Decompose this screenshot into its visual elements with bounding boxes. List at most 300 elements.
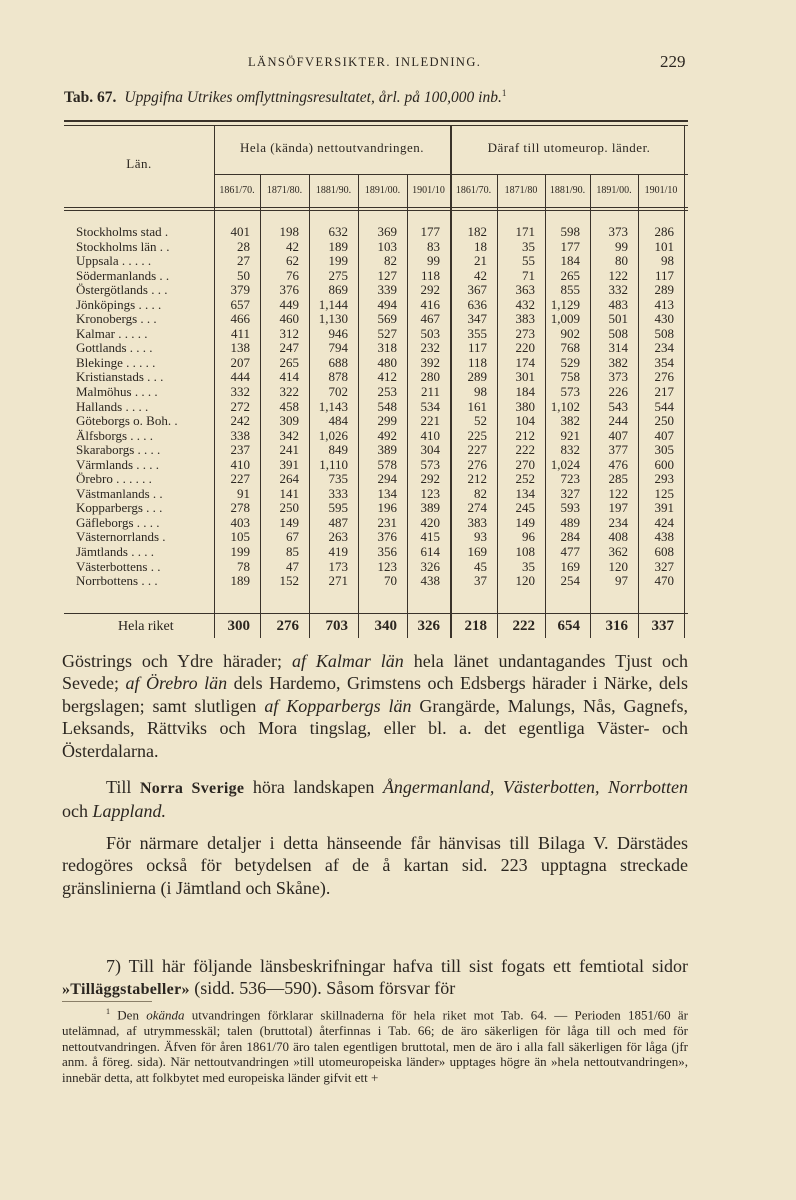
cell-value: 403 [230,514,250,530]
cell-value: 250 [654,413,674,429]
cell-value: 1,110 [319,456,348,472]
cell-value: 245 [515,500,535,516]
cell-value: 80 [615,253,628,269]
table-row [64,297,688,312]
cell-value: 735 [328,471,348,487]
cell-value: 122 [608,485,628,501]
table-row [64,253,688,268]
cell-value: 118 [467,354,487,370]
cell-value: 134 [377,485,397,501]
cell-value: 322 [279,384,299,400]
cell-value: 407 [654,427,674,443]
cell-value: 768 [560,340,580,356]
cell-value: 373 [608,224,628,239]
cell-value: 878 [328,369,348,385]
group-header-extra-european: Däraf till utomeurop. länder. [487,140,651,155]
paragraph-2 [62,776,688,823]
cell-value: 304 [420,442,440,458]
cell-value: 636 [467,296,487,312]
cell-value: 221 [420,413,440,429]
cell-value: 275 [328,267,348,283]
cell-value: 52 [474,413,487,429]
cell-value: 271 [328,573,348,589]
cell-value: 78 [237,558,250,574]
cell-value: 444 [230,369,250,385]
cell-value: 379 [230,282,250,298]
cell-value: 869 [328,282,348,298]
table-row [64,471,688,486]
cell-value: 318 [377,340,397,356]
row-lan-label: Gottlands . . . . [76,340,153,356]
table-row [64,544,688,559]
cell-value: 98 [474,384,487,400]
p4-text-a: 7) Till här följande länsbeskrifningar hafva till sist fogats ett femtiotal sidor [106,956,688,976]
cell-value: 543 [608,398,628,414]
cell-value: 1,144 [318,296,348,312]
table-row [64,486,688,501]
column-rule [309,174,310,638]
cell-value: 467 [420,311,440,327]
cell-value: 527 [377,325,397,341]
table-label: Tab. 67. [64,89,117,107]
row-lan-label: Värmlands . . . . [76,456,160,472]
table-row [64,500,688,515]
cell-value: 276 [654,369,674,385]
p1-text-g: Grangärde, Malungs, Nås, Gagnefs, Leksands, Rättviks och Mora tingslag, eller bl. a. det egentliga Väster- och Österdalarna. [62,695,689,761]
cell-value: 373 [608,369,628,385]
cell-value: 438 [420,573,440,589]
table-row [64,369,688,384]
column-rule [590,174,591,638]
p2-italic-lappland: Lappland. [92,801,167,822]
cell-value: 189 [328,238,348,254]
table-total-row [64,618,688,638]
cell-value: 177 [420,224,440,239]
cell-value: 276 [467,456,487,472]
cell-value: 573 [420,456,440,472]
footnote-mark: 1 [106,1007,110,1016]
cell-value: 477 [560,544,580,560]
cell-value: 391 [654,500,674,516]
cell-value: 342 [279,427,299,443]
row-lan-label: Västmanlands . . [76,485,163,501]
table-row [64,224,688,239]
year-header: 1871/80 [504,185,538,196]
row-lan-label: Örebro . . . . . . [76,471,152,487]
cell-value: 415 [420,529,440,545]
cell-value: 67 [286,529,299,545]
cell-value: 416 [420,296,440,312]
cell-value: 383 [515,311,535,327]
cell-value: 55 [522,253,535,269]
cell-value: 855 [560,282,580,298]
row-lan-label: Hallands . . . . [76,398,149,414]
cell-value: 127 [377,267,397,283]
cell-value: 407 [608,427,628,443]
cell-value: 189 [230,573,250,589]
cell-value: 263 [328,529,348,545]
cell-value: 408 [608,529,628,545]
cell-value: 70 [384,573,397,589]
cell-value: 85 [286,544,299,560]
cell-value: 35 [522,238,535,254]
paragraph-3 [62,832,688,899]
column-header-lan: Län. [126,156,152,171]
cell-value: 489 [560,514,580,530]
migration-table [64,118,688,643]
cell-value: 362 [608,544,628,560]
cell-value: 354 [654,354,674,370]
cell-value: 182 [467,224,487,239]
cell-value: 247 [279,340,299,356]
cell-value: 470 [654,573,674,589]
cell-value: 103 [377,238,397,254]
row-lan-label: Älfsborgs . . . . [76,427,154,443]
cell-value: 1,129 [550,296,580,312]
cell-value: 173 [328,558,348,574]
total-value: 218 [464,618,487,634]
cell-value: 332 [608,282,628,298]
cell-value: 299 [377,413,397,429]
cell-value: 1,026 [318,427,348,443]
cell-value: 419 [328,544,348,560]
p1-italic-kopparberg: af Kopparbergs län [264,695,412,716]
row-lan-label: Kopparbergs . . . [76,500,163,516]
cell-value: 476 [608,456,628,472]
cell-value: 138 [230,340,250,356]
cell-value: 466 [230,311,250,327]
p2-norra-sverige: Norra Sverige [139,780,245,797]
column-rule [450,125,452,638]
cell-value: 438 [654,529,674,545]
cell-value: 37 [474,573,487,589]
group-header-total: Hela (kända) nettoutvandringen. [239,140,425,155]
cell-value: 27 [237,253,250,269]
table-title: Uppgifna Utrikes omflyttningsresultatet, årl. på 100,000 inb. [124,89,502,107]
cell-value: 294 [377,471,397,487]
cell-value: 120 [608,558,628,574]
cell-value: 412 [377,369,397,385]
cell-value: 389 [420,500,440,516]
cell-value: 120 [515,573,535,589]
cell-value: 411 [230,325,250,341]
cell-value: 503 [420,325,440,341]
cell-value: 688 [328,354,348,370]
cell-value: 280 [420,369,440,385]
cell-value: 391 [279,456,299,472]
row-lan-label: Västerbottens . . [76,558,161,574]
cell-value: 632 [328,224,348,239]
row-lan-label: Östergötlands . . . [76,282,168,298]
footnote [62,1004,688,1085]
table-row [64,515,688,530]
cell-value: 174 [515,354,535,370]
p2-text-c: höra landskapen [252,777,375,797]
cell-value: 432 [515,296,535,312]
cell-value: 141 [279,485,299,501]
year-header: 1881/90. [549,185,586,196]
table-top-rule-thin [64,125,688,126]
cell-value: 573 [560,384,580,400]
row-lan-label: Göteborgs o. Boh. . [76,413,178,429]
cell-value: 93 [474,529,487,545]
cell-value: 458 [279,398,299,414]
total-value: 276 [276,618,299,634]
cell-value: 449 [279,296,299,312]
cell-value: 309 [279,413,299,429]
cell-value: 117 [467,340,487,356]
cell-value: 529 [560,354,580,370]
table-row [64,529,688,544]
cell-value: 105 [230,529,250,545]
cell-value: 1,024 [550,456,580,472]
p1-text-a: Göstrings och Ydre härader; [62,651,283,671]
row-lan-label: Kronobergs . . . [76,311,157,327]
cell-value: 98 [661,253,674,269]
table-row [64,384,688,399]
cell-value: 484 [328,413,348,429]
cell-value: 225 [467,427,487,443]
total-value: 703 [325,618,348,634]
table-row [64,413,688,428]
cell-value: 430 [654,311,674,327]
cell-value: 292 [420,471,440,487]
table-top-rule [64,120,688,122]
cell-value: 123 [377,558,397,574]
cell-value: 1,130 [318,311,348,327]
cell-value: 252 [515,471,535,487]
cell-value: 198 [279,224,299,239]
table-body [64,224,688,588]
cell-value: 254 [560,573,580,589]
cell-value: 234 [654,340,674,356]
footnote-rule [62,1001,152,1002]
row-lan-label: Gäfleborgs . . . . [76,514,160,530]
total-value: 340 [374,618,397,634]
cell-value: 149 [515,514,535,530]
cell-value: 338 [230,427,250,443]
cell-value: 794 [328,340,348,356]
p4-tillaggstabeller: »Tilläggstabeller» [62,981,190,999]
cell-value: 42 [286,238,299,254]
cell-value: 333 [328,485,348,501]
footnote-italic-okanda: okända [146,1007,185,1023]
p1-text-e: dels Hardemo, Grimstens och Edsbergs härader i Närke, dels bergslagen; samt slutligen [62,673,688,716]
cell-value: 593 [560,500,580,516]
cell-value: 1,143 [318,398,348,414]
cell-value: 149 [279,514,299,530]
cell-value: 327 [560,485,580,501]
p2-italic-landskap: Ångermanland, Västerbotten, Norrbotten [382,777,689,797]
cell-value: 289 [654,282,674,298]
cell-value: 1,009 [550,311,580,327]
cell-value: 253 [377,384,397,400]
cell-value: 305 [654,442,674,458]
cell-value: 47 [286,558,299,574]
year-header: 1901/10 [412,185,445,196]
cell-value: 197 [608,500,628,516]
row-lan-label: Kristianstads . . . [76,369,164,385]
cell-value: 832 [560,442,580,458]
cell-value: 212 [515,427,535,443]
table-caption [64,88,506,107]
cell-value: 272 [230,398,250,414]
cell-value: 184 [515,384,535,400]
total-value: 222 [512,618,535,634]
row-lan-label: Stockholms län . . [76,238,170,254]
cell-value: 921 [560,427,580,443]
total-value: 300 [227,618,250,634]
cell-value: 410 [420,427,440,443]
cell-value: 265 [560,267,580,283]
cell-value: 171 [515,224,535,239]
cell-value: 169 [467,544,487,560]
running-head-title: LÄNSÖFVERSIKTER. INLEDNING. [248,55,482,69]
cell-value: 83 [427,238,440,254]
cell-value: 410 [230,456,250,472]
cell-value: 234 [608,514,628,530]
total-label: Hela riket [118,619,174,634]
cell-value: 327 [654,558,674,574]
cell-value: 199 [328,253,348,269]
cell-value: 285 [608,471,628,487]
p2-text-a: Till [106,777,132,797]
cell-value: 367 [467,282,487,298]
cell-value: 117 [654,267,674,283]
row-lan-label: Jämtlands . . . . [76,544,154,560]
cell-value: 326 [420,558,440,574]
cell-value: 220 [515,340,535,356]
cell-value: 99 [427,253,440,269]
p1-text-c: hela länet undantagandes Tjust och Sevede; [62,651,689,694]
table-row [64,268,688,283]
cell-value: 286 [654,224,674,239]
cell-value: 595 [328,500,348,516]
year-header: 1861/70. [455,185,492,196]
cell-value: 45 [474,558,487,574]
table-row [64,573,688,588]
cell-value: 534 [420,398,440,414]
table-row [64,311,688,326]
cell-value: 250 [279,500,299,516]
column-rule [214,125,215,638]
cell-value: 222 [515,442,535,458]
cell-value: 284 [560,529,580,545]
cell-value: 382 [560,413,580,429]
cell-value: 227 [230,471,250,487]
cell-value: 1,102 [550,398,580,414]
cell-value: 270 [515,456,535,472]
row-lan-label: Jönköpings . . . . [76,296,162,312]
cell-value: 242 [230,413,250,429]
cell-value: 569 [377,311,397,327]
cell-value: 369 [377,224,397,239]
cell-value: 161 [467,398,487,414]
cell-value: 134 [515,485,535,501]
cell-value: 274 [467,500,487,516]
cell-value: 99 [615,238,628,254]
table-row [64,428,688,443]
cell-value: 424 [654,514,674,530]
p4-text-c: (sidd. 536—590). Såsom försvar för [194,978,456,999]
cell-value: 339 [377,282,397,298]
table-row [64,340,688,355]
header-bottom-rule-2 [64,210,688,211]
cell-value: 265 [279,354,299,370]
cell-value: 237 [230,442,250,458]
cell-value: 169 [560,558,580,574]
running-head [0,52,796,75]
table-row [64,457,688,472]
footnote-text-c: utvandringen förklarar skillnaderna för hela riket mot Tab. 64. — Perioden 1851/60 är utelämnad, af utrymmesskäl; talen (bruttotal) återfinnas i Tab. 66; de äro säkerligen för låga till och med för nettoutvandringen. Äfven för åren 1861/70 äro talen egentligen bruttotal, men de äro i alla fall säkerligen för låga (jfr anm. å föreg. sida). När nettoutvandringen »till utomeuropeiska länder» upptages högre än »hela nettoutvandringen», innebär detta, att folkbytet med europeiska länder gifvit ett + [62,1007,689,1085]
cell-value: 207 [230,354,250,370]
cell-value: 42 [474,267,487,283]
total-value: 654 [557,618,580,634]
cell-value: 226 [608,384,628,400]
column-rule [358,174,359,638]
row-lan-label: Malmöhus . . . . [76,384,158,400]
cell-value: 50 [237,267,250,283]
cell-value: 355 [467,325,487,341]
cell-value: 413 [654,296,674,312]
row-lan-label: Norrbottens . . . [76,573,158,589]
cell-value: 125 [654,485,674,501]
cell-value: 401 [230,224,250,239]
cell-value: 608 [654,544,674,560]
year-header: 1871/80. [266,185,303,196]
cell-value: 376 [377,529,397,545]
p3-text: För närmare detaljer i detta hänseende får hänvisas till Bilaga V. Därstädes redogöres också för betydelsen af de å kartan sid. 223 upptagna streckade gränslinierna (i Jämtland och Skåne). [62,833,688,898]
cell-value: 264 [279,471,299,487]
cell-value: 184 [560,253,580,269]
column-rule [684,125,685,638]
cell-value: 946 [328,325,348,341]
cell-value: 82 [384,253,397,269]
cell-value: 347 [467,311,487,327]
cell-value: 392 [420,354,440,370]
cell-value: 82 [474,485,487,501]
row-lan-label: Skaraborgs . . . . [76,442,161,458]
cell-value: 702 [328,384,348,400]
cell-value: 289 [467,369,487,385]
cell-value: 211 [420,384,440,400]
cell-value: 380 [515,398,535,414]
cell-value: 548 [377,398,397,414]
cell-value: 657 [230,296,250,312]
table-row [64,559,688,574]
cell-value: 232 [420,340,440,356]
column-rule [545,174,546,638]
total-value: 337 [651,618,674,634]
row-lan-label: Södermanlands . . [76,267,170,283]
row-lan-label: Västernorrlands . [76,529,166,545]
cell-value: 377 [608,442,628,458]
cell-value: 108 [515,544,535,560]
cell-value: 614 [420,544,440,560]
column-rule [260,174,261,638]
cell-value: 18 [474,238,487,254]
total-rule [64,613,688,614]
cell-value: 480 [377,354,397,370]
cell-value: 241 [279,442,299,458]
cell-value: 356 [377,544,397,560]
cell-value: 292 [420,282,440,298]
column-rule [497,174,498,638]
total-value: 326 [417,618,440,634]
year-header: 1891/00. [596,185,632,196]
cell-value: 293 [654,471,674,487]
cell-value: 212 [467,471,487,487]
